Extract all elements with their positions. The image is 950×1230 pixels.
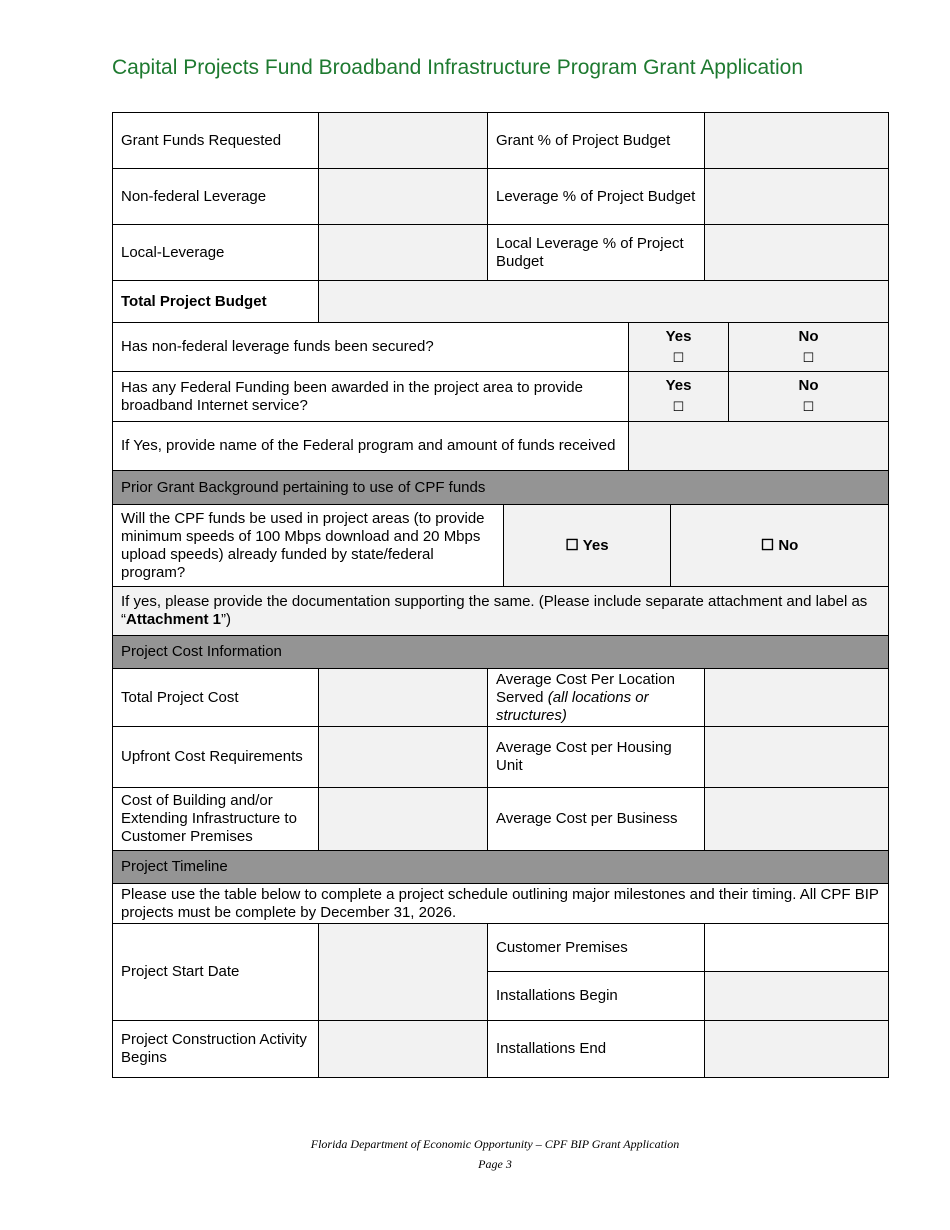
footer-text: Florida Department of Economic Opportunity – CPF BIP Grant Application [310,1137,680,1151]
avg-cost-housing-field[interactable] [705,727,889,788]
total-project-cost-label: Total Project Cost [113,669,319,727]
local-leverage-pct-label: Local Leverage % of Project Budget [488,225,705,281]
prior-grant-table [112,470,889,636]
attachment-1-label: Attachment 1 [126,611,222,628]
installations-end-label: Installations End [488,1021,705,1078]
cpf-areas-question: Will the CPF funds be used in project areas (to provide minimum speeds of 100 Mbps download and 20 Mbps upload speeds) already funded by state/federal program? [113,505,504,587]
grant-funds-requested-label: Grant Funds Requested [113,113,319,169]
federal-program-prompt: If Yes, provide name of the Federal program and amount of funds received [113,422,629,471]
upfront-cost-label: Upfront Cost Requirements [113,727,319,788]
federal-funding-yes[interactable] [629,372,729,422]
construction-begins-label: Project Construction Activity Begins [113,1021,319,1078]
grant-pct-label: Grant % of Project Budget [488,113,705,169]
local-leverage-field[interactable] [319,225,488,281]
total-project-budget-field[interactable] [319,281,889,323]
project-start-date-label: Project Start Date [113,924,319,1021]
total-project-budget-label: Total Project Budget [113,281,319,323]
timeline-section-header: Project Timeline [113,851,889,884]
cost-building-field[interactable] [319,788,488,851]
leverage-secured-no[interactable] [729,323,889,372]
avg-cost-housing-label: Average Cost per Housing Unit [488,727,705,788]
avg-cost-location-label [488,669,705,727]
prior-grant-section-header: Prior Grant Background pertaining to use of CPF funds [113,471,889,505]
non-federal-leverage-label: Non-federal Leverage [113,169,319,225]
federal-funding-question: Has any Federal Funding been awarded in the project area to provide broadband Internet service? [113,372,629,422]
yes-label: Yes [665,327,692,345]
construction-begins-field[interactable] [319,1021,488,1078]
cost-section-header: Project Cost Information [113,636,889,669]
local-leverage-pct-field[interactable] [705,225,889,281]
cpf-areas-no-checkbox[interactable]: ☐ No [671,505,889,587]
no-label: No [798,327,819,345]
federal-program-field[interactable] [629,422,889,471]
checkbox-icon[interactable]: ☐ [802,349,815,365]
non-federal-leverage-field[interactable] [319,169,488,225]
attachment-instructions-end: ”) [221,611,232,628]
cost-building-label: Cost of Building and/or Extending Infrastructure to Customer Premises [113,788,319,851]
no-label: No [798,377,819,394]
checkbox-icon[interactable]: ☐ [672,349,685,365]
total-project-cost-field[interactable] [319,669,488,727]
local-leverage-label: Local-Leverage [113,225,319,281]
avg-cost-business-label: Average Cost per Business [488,788,705,851]
yes-label: Yes [665,377,692,394]
page-number: Page 3 [478,1157,512,1171]
customer-premises-label: Customer Premises [488,924,705,972]
avg-cost-location-field[interactable] [705,669,889,727]
checkbox-icon[interactable]: ☐ [672,399,685,414]
leverage-pct-field[interactable] [705,169,889,225]
upfront-cost-field[interactable] [319,727,488,788]
leverage-secured-question: Has non-federal leverage funds been secured? [113,323,629,372]
avg-cost-location-text: Average Cost Per Location Served [496,670,675,706]
installations-begin-label: Installations Begin [488,972,705,1021]
installations-end-field[interactable] [705,1021,889,1078]
cost-timeline-table [112,635,889,1078]
cpf-areas-yes-checkbox[interactable]: ☐ Yes [504,505,671,587]
checkbox-icon[interactable]: ☐ [802,399,815,414]
grant-pct-field[interactable] [705,113,889,169]
funding-questions-table [112,322,889,471]
attachment-instructions-text: If yes, please provide the documentation supporting the same. (Please include separate attachment and label as “ [121,593,868,628]
leverage-secured-yes[interactable] [629,323,729,372]
avg-cost-location-note: (all locations or structures) [496,688,649,724]
page-title: Capital Projects Fund Broadband Infrastructure Program Grant Application [112,56,804,79]
grant-funds-requested-field[interactable] [319,113,488,169]
project-start-date-field[interactable] [319,924,488,1021]
avg-cost-business-field[interactable] [705,788,889,851]
application-form [112,112,888,1078]
customer-premises-field[interactable] [705,924,889,972]
budget-table [112,112,889,323]
attachment-instructions [113,587,889,636]
leverage-pct-label: Leverage % of Project Budget [488,169,705,225]
federal-funding-no[interactable] [729,372,889,422]
timeline-instructions: Please use the table below to complete a project schedule outlining major milestones and their timing. All CPF BIP projects must be complete by December 31, 2026. [113,884,889,924]
installations-begin-field[interactable] [705,972,889,1021]
